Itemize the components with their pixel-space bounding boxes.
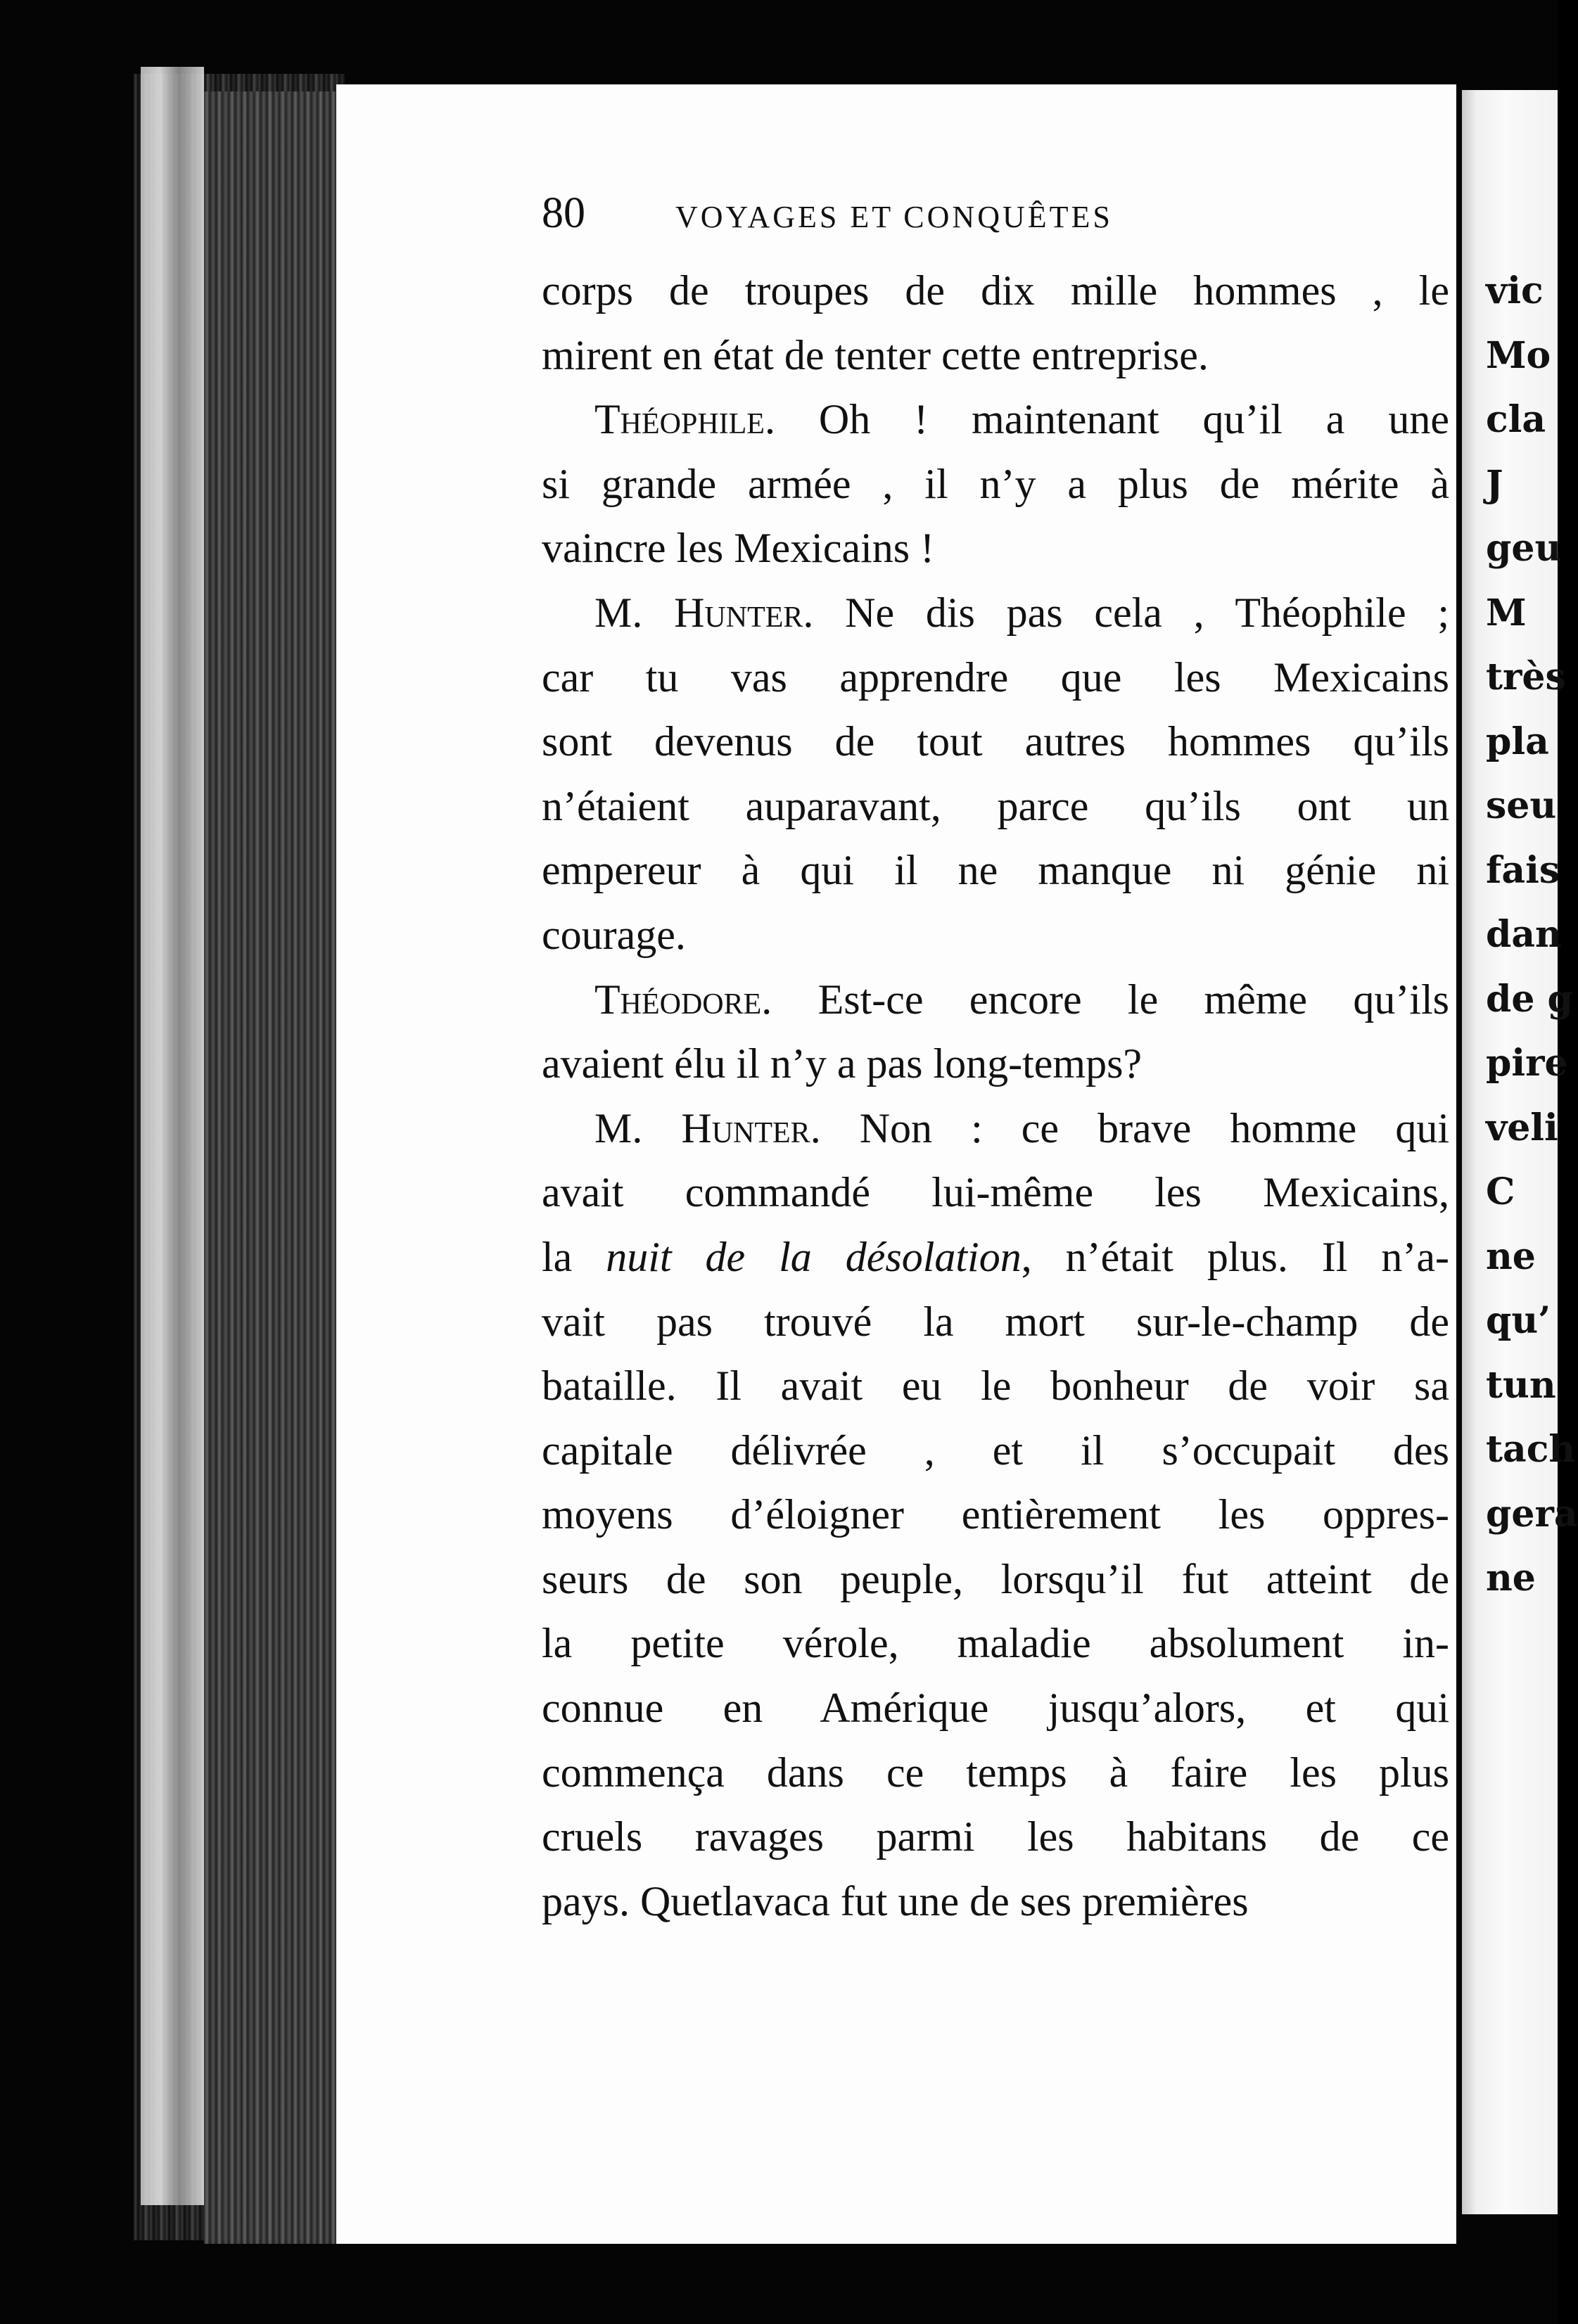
text-line: sont devenus de tout autres hommes qu’ils <box>542 718 1449 765</box>
facing-page-fragment: de g <box>1486 977 1573 1021</box>
left-cover-strip <box>141 67 204 2205</box>
facing-page-fragment: fais <box>1486 848 1560 892</box>
text-line: la nuit de la désolation, n’était plus. Il n’a- <box>542 1233 1449 1280</box>
text-line: capitale délivrée , et il s’occupait des <box>542 1426 1449 1474</box>
running-title: VOYAGES ET CONQUÊTES <box>675 200 1113 234</box>
facing-page-fragment: seu <box>1486 784 1557 827</box>
facing-page-fragment: veli <box>1486 1106 1558 1149</box>
facing-page-text <box>1486 259 1578 1611</box>
text-line: avaient élu il n’y a pas long-temps? <box>542 1040 1143 1087</box>
text-line: car tu vas apprendre que les Mexicains <box>542 653 1449 701</box>
speaker-name: M. Hunter. <box>594 589 814 636</box>
text-line: si grande armée , il n’y a plus de mérite à <box>542 460 1449 507</box>
text-line: corps de troupes de dix mille hommes , le <box>542 267 1449 314</box>
speaker-name: Théodore. <box>594 976 772 1023</box>
text-line: empereur à qui il ne manque ni génie ni <box>542 847 1449 894</box>
text-line: mirent en état de tenter cette entreprise. <box>542 331 1209 378</box>
speaker-name: M. Hunter. <box>594 1104 821 1151</box>
text-line: M. Hunter. Ne dis pas cela , Théophile ; <box>594 589 1449 636</box>
facing-page-fragment: pla <box>1486 720 1549 763</box>
text-line: moyens d’éloigner entièrement les oppres- <box>542 1491 1449 1538</box>
italic-phrase: nuit de la désolation <box>606 1233 1022 1280</box>
facing-page-fragment: ne <box>1486 1234 1536 1278</box>
facing-page-fragment: M <box>1486 591 1527 634</box>
text-line: pays. Quetlavaca fut une de ses premières <box>542 1877 1249 1924</box>
facing-page-fragment: Mo <box>1486 333 1551 377</box>
facing-page-fragment: cla <box>1486 398 1546 441</box>
text-line: M. Hunter. Non : ce brave homme qui <box>594 1104 1449 1151</box>
text-line: commença dans ce temps à faire les plus <box>542 1749 1449 1796</box>
book-inner-edges <box>204 91 345 2244</box>
facing-page-fragment: C <box>1486 1170 1515 1213</box>
facing-page-fragment: tach <box>1486 1428 1576 1471</box>
facing-page-fragment: qu’ <box>1486 1299 1551 1342</box>
text-line: vait pas trouvé la mort sur-le-champ de <box>542 1298 1449 1345</box>
facing-page-fragment: vic <box>1486 269 1544 312</box>
text-line: avait commandé lui-même les Mexicains, <box>542 1169 1449 1216</box>
text-line: seurs de son peuple, lorsqu’il fut atteint de <box>542 1555 1449 1602</box>
facing-page-fragment: très <box>1486 656 1566 698</box>
facing-page-fragment: geu <box>1486 527 1562 570</box>
text-line: Théodore. Est-ce encore le même qu’ils <box>594 976 1449 1023</box>
text-line: courage. <box>542 911 686 958</box>
facing-page-fragment: ne <box>1486 1557 1536 1600</box>
speaker-name: Théophile. <box>594 396 775 443</box>
text-line: n’étaient auparavant, parce qu’ils ont un <box>542 782 1449 829</box>
text-line: bataille. Il avait eu le bonheur de voir sa <box>542 1362 1449 1410</box>
text-line: Théophile. Oh ! maintenant qu’il a une <box>594 396 1449 443</box>
text-line: la petite vérole, maladie absolument in- <box>542 1620 1449 1667</box>
body-text <box>542 259 1449 1934</box>
page-number: 80 <box>542 189 585 237</box>
facing-page-fragment: J <box>1486 462 1503 506</box>
facing-page-fragment: tun <box>1486 1363 1556 1407</box>
facing-page-fragment: dan <box>1486 913 1562 956</box>
text-line: cruels ravages parmi les habitans de ce <box>542 1813 1449 1860</box>
text-line: connue en Amérique jusqu’alors, et qui <box>542 1685 1449 1732</box>
facing-page-fragment: pire <box>1486 1042 1568 1085</box>
facing-page-fragment: gera <box>1486 1492 1578 1536</box>
text-line: vaincre les Mexicains ! <box>542 525 935 572</box>
running-header <box>542 189 1449 245</box>
